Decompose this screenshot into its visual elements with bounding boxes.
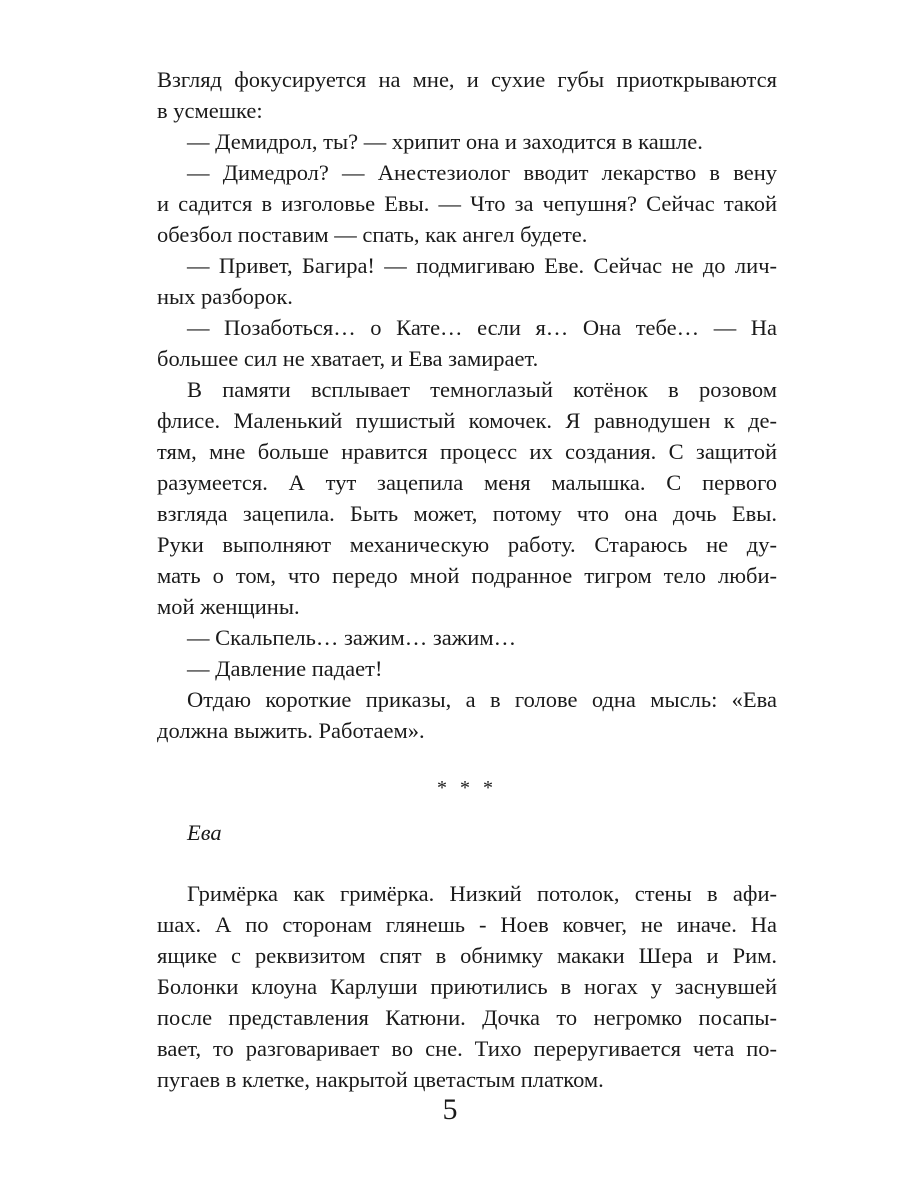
text-line: — Позаботься… о Кате… если я… Она тебе… — На <box>187 315 777 340</box>
text-line: Болонки клоуна Карлуши приютились в ногах у заснувшей <box>157 974 777 999</box>
text-line: Гримёрка как гримёрка. Низкий потолок, стены в афи- <box>187 881 777 906</box>
text-line: большее сил не хватает, и Ева замирает. <box>157 346 539 371</box>
text-line: взгляда зацепила. Быть может, потому что она дочь Евы. <box>157 501 777 526</box>
text-line: мать о том, что передо мной подранное тигром тело люби- <box>157 563 777 588</box>
chapter-heading-eva: Ева <box>187 820 222 845</box>
text-line: ных разборок. <box>157 284 293 309</box>
text-line: должна выжить. Работаем». <box>157 718 425 743</box>
text-line: Отдаю короткие приказы, а в голове одна мысль: «Ева <box>187 687 777 712</box>
text-line: ящике с реквизитом спят в обнимку макаки Шера и Рим. <box>157 943 777 968</box>
page-number: 5 <box>442 1093 458 1126</box>
text-line: — Скальпель… зажим… зажим… <box>187 625 517 650</box>
text-line: — Привет, Багира! — подмигиваю Еве. Сейчас не до лич- <box>187 253 777 278</box>
text-line: В памяти всплывает темноглазый котёнок в розовом <box>187 377 777 402</box>
text-line: Взгляд фокусируется на мне, и сухие губы приоткрываются <box>157 67 777 92</box>
text-line: пугаев в клетке, накрытой цветастым платком. <box>157 1067 604 1092</box>
text-line: флисе. Маленький пушистый комочек. Я равнодушен к де- <box>157 408 777 433</box>
text-line: вает, то разговаривает во сне. Тихо переругивается чета по- <box>157 1036 777 1061</box>
text-line: в усмешке: <box>157 98 263 123</box>
text-line: мой женщины. <box>157 594 300 619</box>
text-line: шах. А по сторонам глянешь - Ноев ковчег, не иначе. На <box>157 912 777 937</box>
page-text-block <box>157 64 777 1095</box>
scene-separator: * * * <box>437 777 497 799</box>
text-line: тям, мне больше нравится процесс их создания. С защитой <box>157 439 777 464</box>
section-surgeon-narrative <box>157 64 777 746</box>
text-line: Руки выполняют механическую работу. Стараюсь не ду- <box>157 532 777 557</box>
text-line: — Демидрол, ты? — хрипит она и заходится в кашле. <box>187 129 703 154</box>
section-eva-narrative <box>157 878 777 1095</box>
text-line: после представления Катюни. Дочка то негромко посапы- <box>157 1005 777 1030</box>
text-line: — Давление падает! <box>187 656 383 681</box>
text-line: разумеется. А тут зацепила меня малышка. С первого <box>157 470 777 495</box>
text-line: обезбол поставим — спать, как ангел будете. <box>157 222 588 247</box>
text-line: — Димедрол? — Анестезиолог вводит лекарство в вену <box>187 160 777 185</box>
text-line: и садится в изголовье Евы. — Что за чепушня? Сейчас такой <box>157 191 777 216</box>
